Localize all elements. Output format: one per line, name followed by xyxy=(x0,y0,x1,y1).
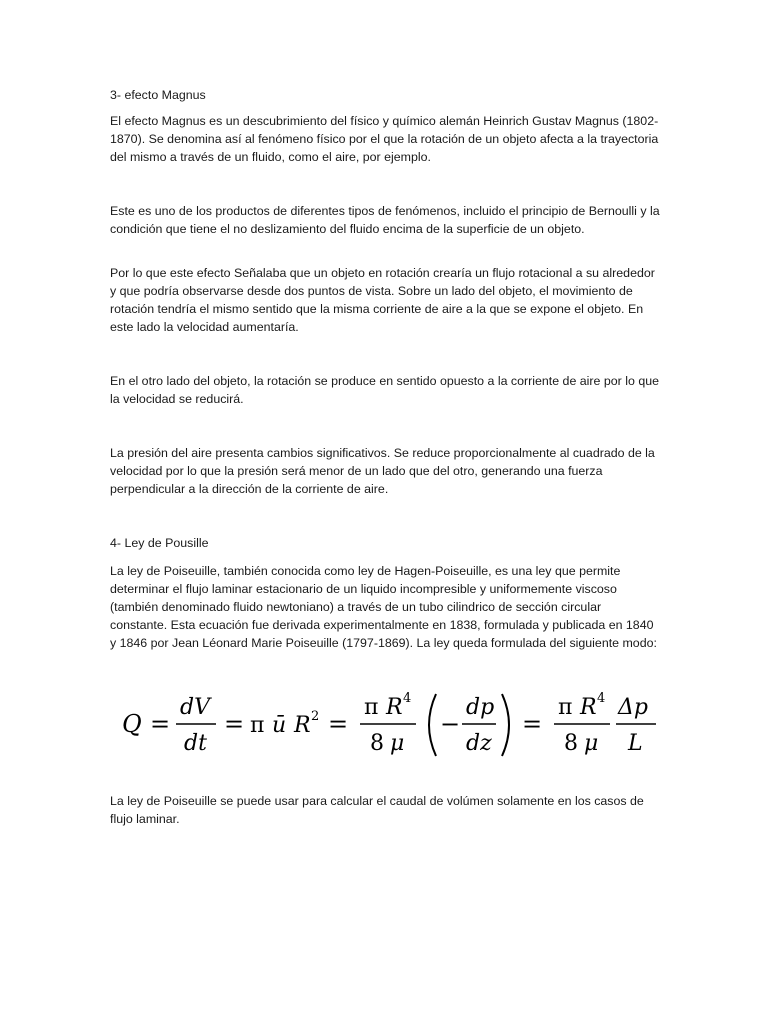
magnus-paragraph-1: El efecto Magnus es un descubrimiento del físico y químico alemán Heinrich Gustav Magnus (1802-1870). Se denomina así al fenómeno físico por el que la rotación de un objeto afecta a la trayectoria del mismo a través de un fluido, como el aire, por ejemplo. xyxy=(110,114,659,164)
eq-dz: dz xyxy=(466,731,492,756)
eq-equals-4: = xyxy=(522,710,543,738)
eq-pi-1: π xyxy=(250,713,265,738)
eq-R4: R xyxy=(386,695,403,720)
eq-mu-1: μ xyxy=(390,731,405,756)
poiseuille-paragraph-1: La ley de Poiseuille, también conocida como ley de Hagen-Poiseuille, es una ley que permite determinar el flujo laminar estacionario de un liquido incompresible y uniformemente viscoso (también denominado fluido newtoniano) a través de un tubo cilindrico de sección circular constante. Esta ecuación fue derivada experimentalmente en 1838, formulada y publicada en 1840 y 1846 por Jean Léonard Marie Poiseuille (1797-1869). La ley queda formulada del siguiente modo: xyxy=(110,564,657,650)
eq-pi-3: π xyxy=(558,695,573,720)
section-3-heading: 3- efecto Magnus xyxy=(110,88,206,102)
eq-dV: dV xyxy=(180,695,210,720)
eq-R-exp-4-2: 4 xyxy=(597,691,606,706)
poiseuille-equation xyxy=(118,686,663,764)
eq-delta-p: Δp xyxy=(618,695,648,720)
magnus-paragraph-3: Por lo que este efecto Señalaba que un objeto en rotación crearía un flujo rotacional a su alrededor y que podría observarse desde dos puntos de vista. Sobre un lado del objeto, el movimiento de rotación tendría el mismo sentido que la misma corriente de aire a la que se expone el objeto. En este lado la velocidad aumentaría. xyxy=(110,266,655,334)
eq-R: R xyxy=(294,713,311,738)
eq-eight-1: 8 xyxy=(370,731,384,756)
eq-R-exp-4-1: 4 xyxy=(403,691,412,706)
eq-left-paren xyxy=(429,694,436,756)
eq-R-exp-2: 2 xyxy=(311,709,320,724)
eq-dp: dp xyxy=(466,695,495,720)
eq-pi-2: π xyxy=(364,695,379,720)
magnus-paragraph-5: La presión del aire presenta cambios significativos. Se reduce proporcionalmente al cuadrado de la velocidad por lo que la presión será menor de un lado que del otro, generando una fuerza perpendicular a la dirección de la corriente de aire. xyxy=(110,446,655,496)
eq-L: L xyxy=(628,731,643,756)
eq-Q: Q xyxy=(122,710,142,738)
eq-dt: dt xyxy=(184,731,207,756)
eq-eight-2: 8 xyxy=(564,731,578,756)
section-4-heading: 4- Ley de Pousille xyxy=(110,536,209,550)
eq-equals-2: = xyxy=(224,710,245,738)
eq-minus: − xyxy=(440,710,461,738)
eq-right-paren xyxy=(502,694,509,756)
eq-equals-1: = xyxy=(150,710,171,738)
eq-R4-2: R xyxy=(580,695,597,720)
magnus-paragraph-2: Este es uno de los productos de diferentes tipos de fenómenos, incluido el principio de Bernoulli y la condición que tiene el no deslizamiento del fluido encima de la superficie de un objeto. xyxy=(110,204,660,236)
eq-mu-2: μ xyxy=(584,731,599,756)
eq-ubar: ū xyxy=(272,713,287,738)
eq-equals-3: = xyxy=(328,710,349,738)
poiseuille-paragraph-2: La ley de Poiseuille se puede usar para calcular el caudal de volúmen solamente en los casos de flujo laminar. xyxy=(110,794,644,826)
equation-svg xyxy=(118,686,663,764)
magnus-paragraph-4: En el otro lado del objeto, la rotación se produce en sentido opuesto a la corriente de aire por lo que la velocidad se reducirá. xyxy=(110,374,659,406)
